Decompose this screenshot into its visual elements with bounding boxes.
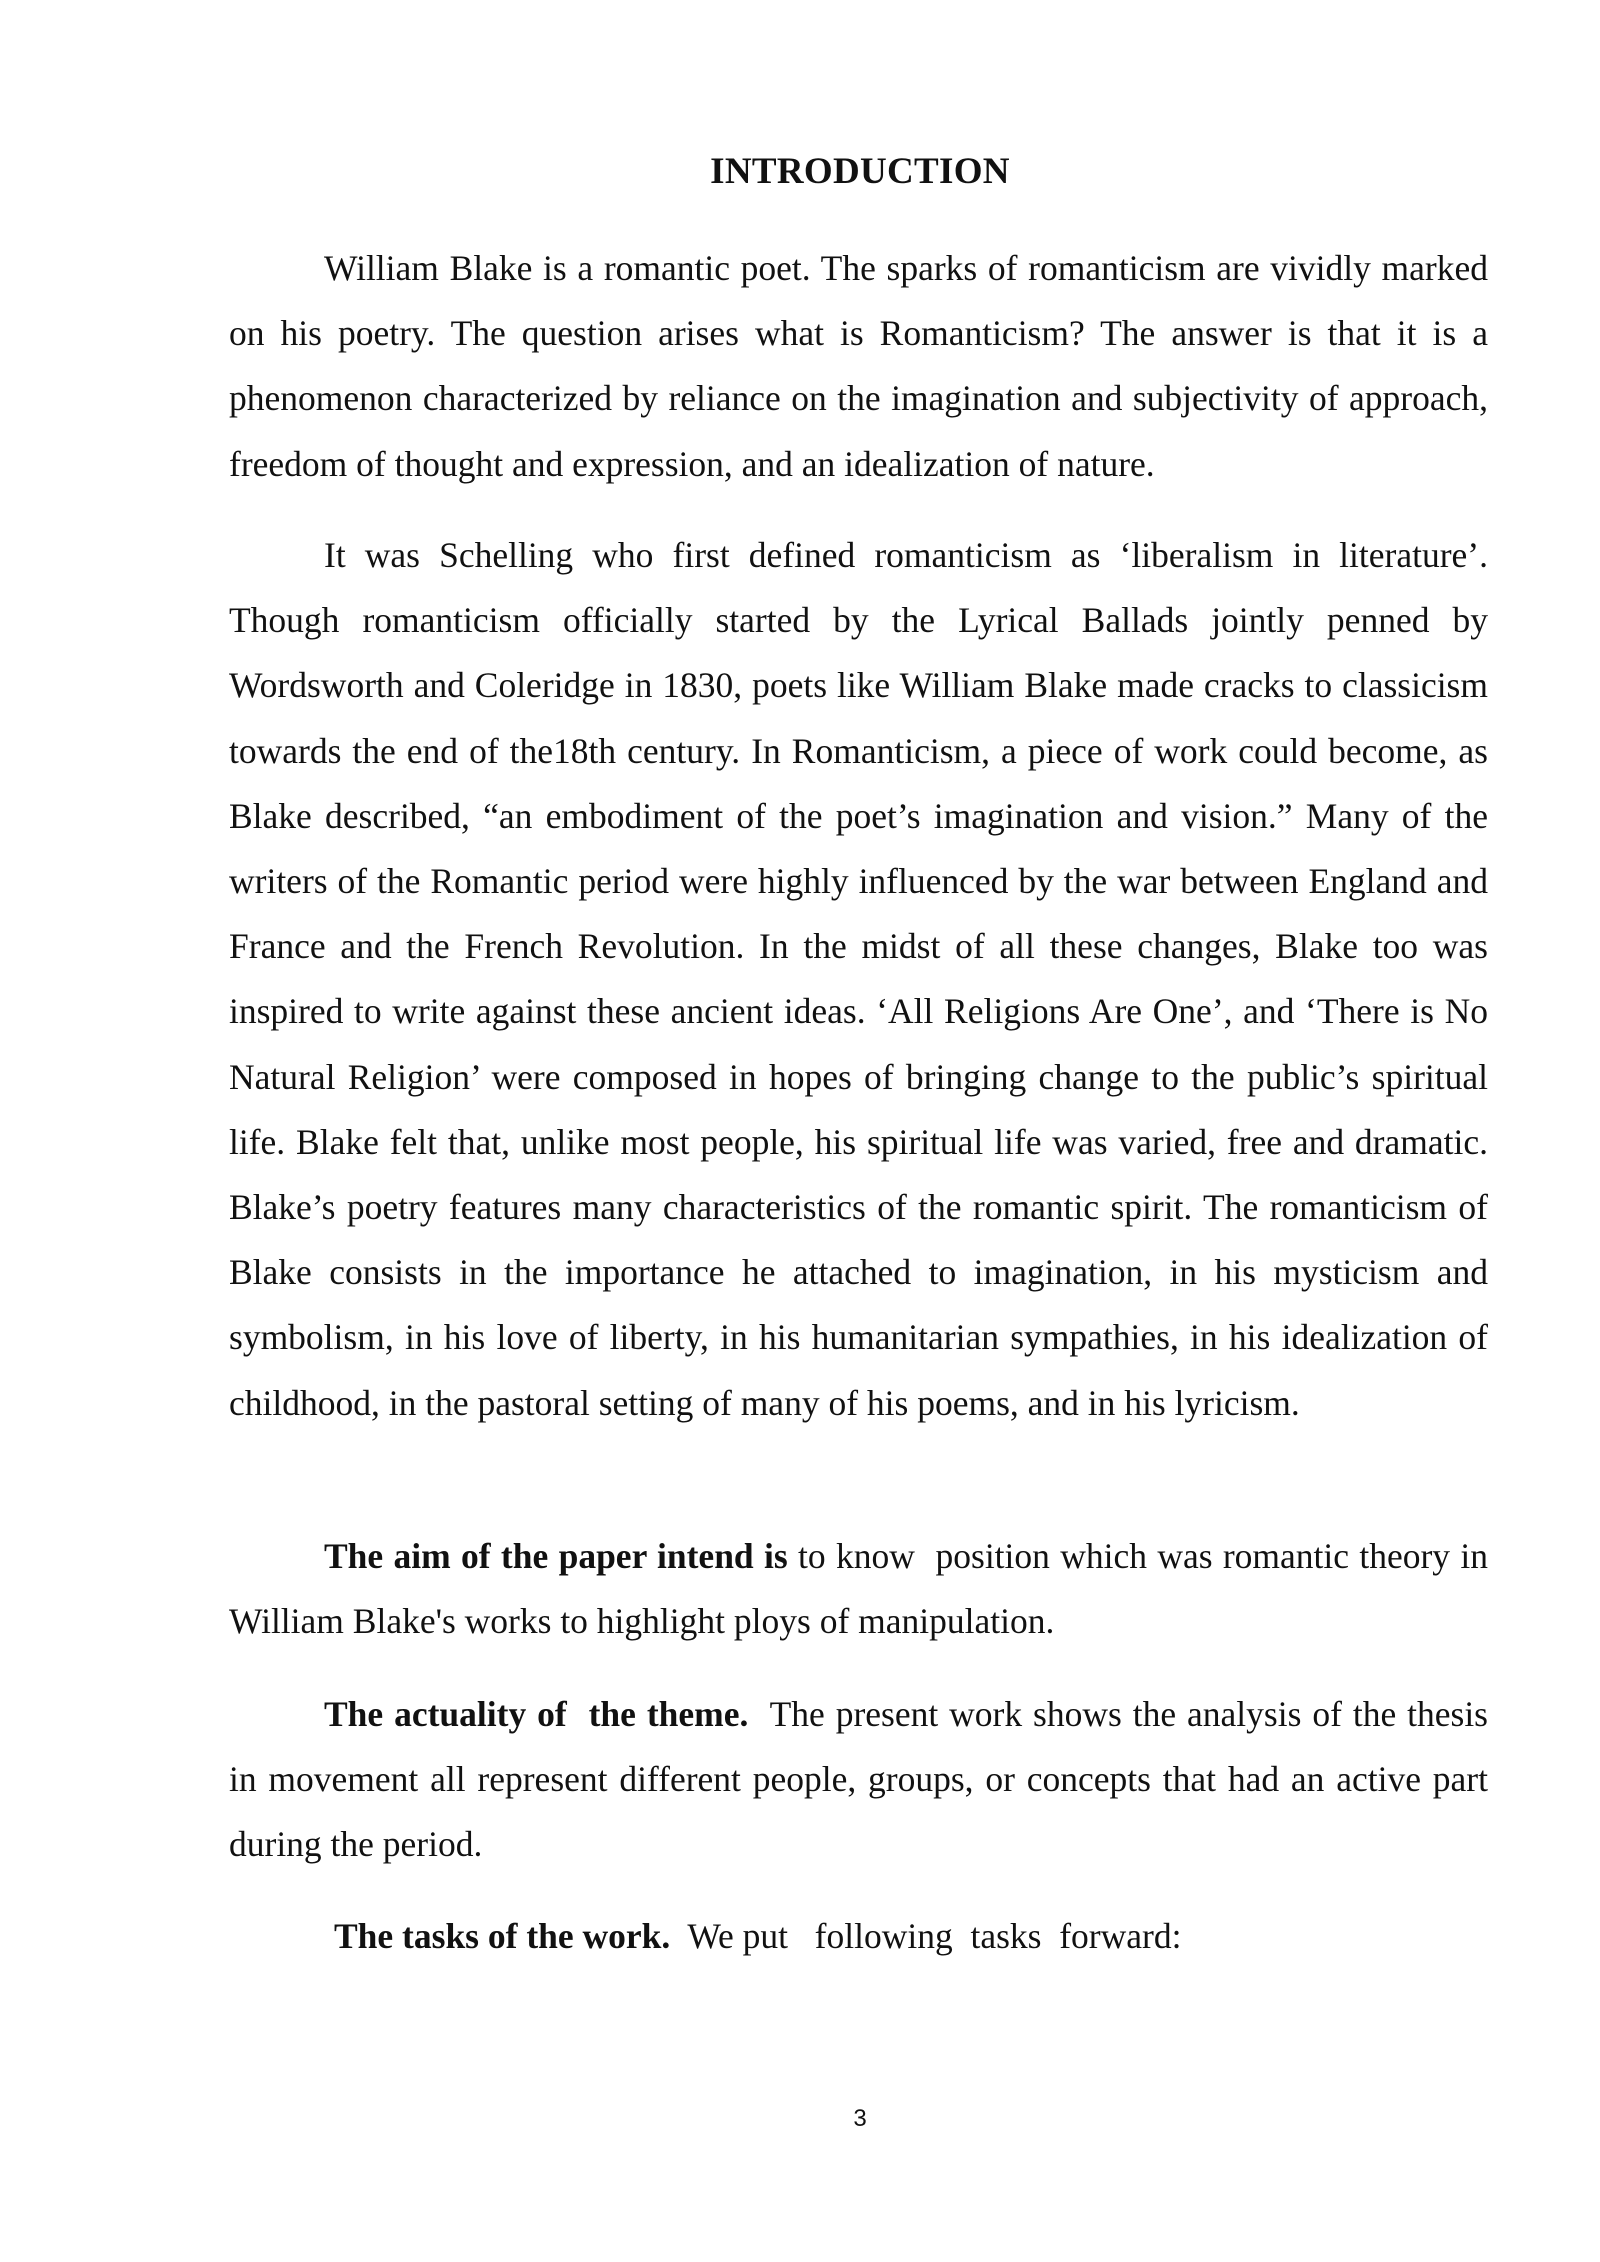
tasks-label: The tasks of the work. [334, 1916, 671, 1956]
page-number: 3 [853, 2105, 867, 2132]
page-heading: INTRODUCTION [710, 151, 1010, 192]
paragraph-aim [229, 1524, 1497, 1654]
aim-text: to know position which was romantic theory in William Blake's works to highlight ploys of manipulation. [229, 1536, 1497, 1642]
paragraph-romantic-poet: William Blake is a romantic poet. The sparks of romanticism are vividly marked on his poetry. The question arises what is Romanticism? The answer is that it is a phenomenon characterized by reliance on the imagination and subjectivity of approach, freedom of thought and expression, and an idealization of nature. [229, 248, 1488, 484]
paragraph-actuality [229, 1682, 1497, 1878]
tasks-text: We put following tasks forward: [670, 1916, 1182, 1956]
actuality-text: The present work shows the analysis of the thesis in movement all represent different people, groups, or concepts that had an active part during the period. [229, 1694, 1497, 1865]
actuality-label: The actuality of the theme. [324, 1694, 749, 1734]
aim-label: The aim of the paper intend is [324, 1536, 788, 1576]
paragraph-schelling: It was Schelling who first defined romanticism as ‘liberalism in literature’. Though romanticism officially started by the Lyrical Ballads jointly penned by Wordsworth and Coleridge in 1830, poets like William Blake made cracks to classicism towards the end of the18th century. In Romanticism, a piece of work could become, as Blake described, “an embodiment of the poet’s imagination and vision.” Many of the writers of the Romantic period were highly influenced by the war between England and France and the French Revolution. In the midst of all these changes, Blake too was inspired to write against these ancient ideas. ‘All Religions Are One’, and ‘There is No Natural Religion’ were composed in hopes of bringing change to the public’s spiritual life. Blake felt that, unlike most people, his spiritual life was varied, free and dramatic. Blake’s poetry features many characteristics of the romantic spirit. The romanticism of Blake consists in the importance he attached to imagination, in his mysticism and symbolism, in his love of liberty, in his humanitarian sympathies, in his idealization of childhood, in the pastoral setting of many of his poems, and in his lyricism. [229, 535, 1488, 1423]
paragraph-tasks [229, 1904, 1488, 1969]
